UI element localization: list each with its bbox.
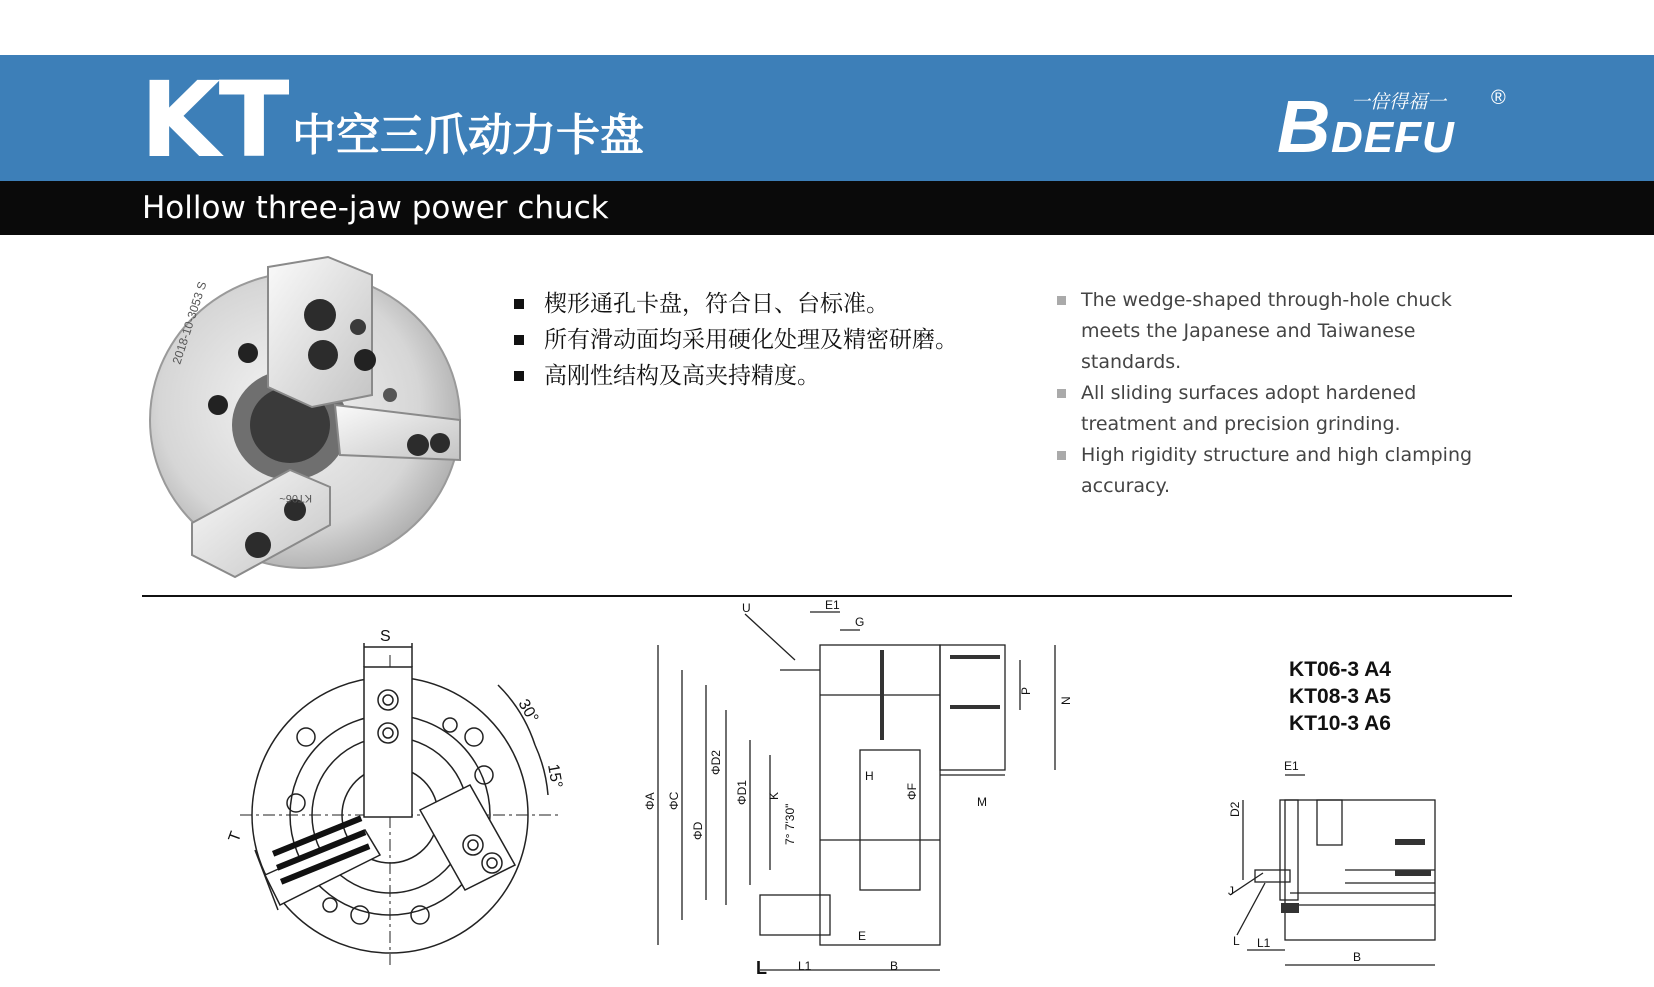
dim-label: B — [1353, 950, 1362, 964]
model-name: KT08-3 A5 — [1289, 685, 1391, 708]
dim-label: N — [1059, 696, 1073, 705]
feature-en-item: The wedge-shaped through-hole chuck meets the Japanese and Taiwanese standards. — [1055, 285, 1515, 378]
dim-label: L — [1233, 934, 1240, 948]
logo-letter-b: B — [1277, 85, 1331, 168]
dim-label: K — [767, 791, 781, 800]
dim-label: P — [1019, 686, 1033, 695]
chuck-photo — [140, 255, 480, 595]
logo-wordmark: DEFU — [1331, 113, 1455, 162]
dim-label: L1 — [798, 959, 812, 973]
dim-label: 15° — [544, 762, 566, 790]
feature-en-item: All sliding surfaces adopt hardened treatment and precision grinding. — [1055, 378, 1515, 440]
feature-cn-item: 高刚性结构及高夹持精度。 — [510, 358, 958, 394]
model-code: KT — [140, 59, 288, 181]
english-feature-list — [1055, 285, 1515, 502]
dim-label: ΦD — [691, 821, 705, 840]
svg-text:2018-10-3053 S: 2018-10-3053 S — [169, 279, 210, 366]
feature-en-item: High rigidity structure and high clamping accuracy. — [1055, 440, 1515, 502]
dim-label: E1 — [1284, 759, 1299, 773]
dim-label: B — [890, 959, 899, 973]
dim-label: ΦC — [667, 791, 681, 810]
dim-label: D2 — [1228, 801, 1242, 817]
model-list — [1260, 656, 1420, 737]
chinese-feature-list — [510, 286, 958, 394]
dim-label: ΦD1 — [735, 780, 749, 805]
detail-view-drawing — [1225, 755, 1455, 975]
dim-label: E1 — [825, 598, 840, 612]
dim-label: M — [977, 795, 987, 809]
dim-label: T — [225, 829, 246, 845]
svg-text:KT06~: KT06~ — [279, 492, 312, 504]
dim-label: G — [855, 615, 865, 629]
dim-label: ΦA — [643, 792, 657, 810]
title-english: Hollow three-jaw power chuck — [142, 190, 609, 226]
title-chinese: 中空三爪动力卡盘 — [292, 110, 644, 161]
front-view-drawing — [225, 625, 590, 965]
dim-label: S — [380, 628, 391, 645]
dim-label: ΦD2 — [709, 750, 723, 775]
model-name: KT06-3 A4 — [1289, 658, 1391, 681]
dim-label: E — [858, 929, 867, 943]
logo-registered: ® — [1491, 87, 1506, 109]
section-view-drawing — [643, 598, 1080, 980]
dim-label: L — [756, 958, 767, 978]
dim-label: 7° 7'30" — [783, 803, 797, 845]
bdefu-logo — [1275, 80, 1515, 168]
dim-label: L1 — [1257, 936, 1271, 950]
dim-label: U — [742, 601, 751, 615]
feature-cn-item: 楔形通孔卡盘，符合日、台标准。 — [510, 286, 958, 322]
dim-label: J — [1228, 884, 1234, 898]
dim-label: ΦF — [905, 783, 919, 800]
feature-cn-item: 所有滑动面均采用硬化处理及精密研磨。 — [510, 322, 958, 358]
logo-chinese: 一倍得福一 — [1351, 92, 1447, 113]
dim-label: 30° — [514, 696, 542, 726]
model-name: KT10-3 A6 — [1289, 712, 1391, 735]
section-divider — [142, 595, 1512, 597]
dim-label: H — [865, 769, 874, 783]
